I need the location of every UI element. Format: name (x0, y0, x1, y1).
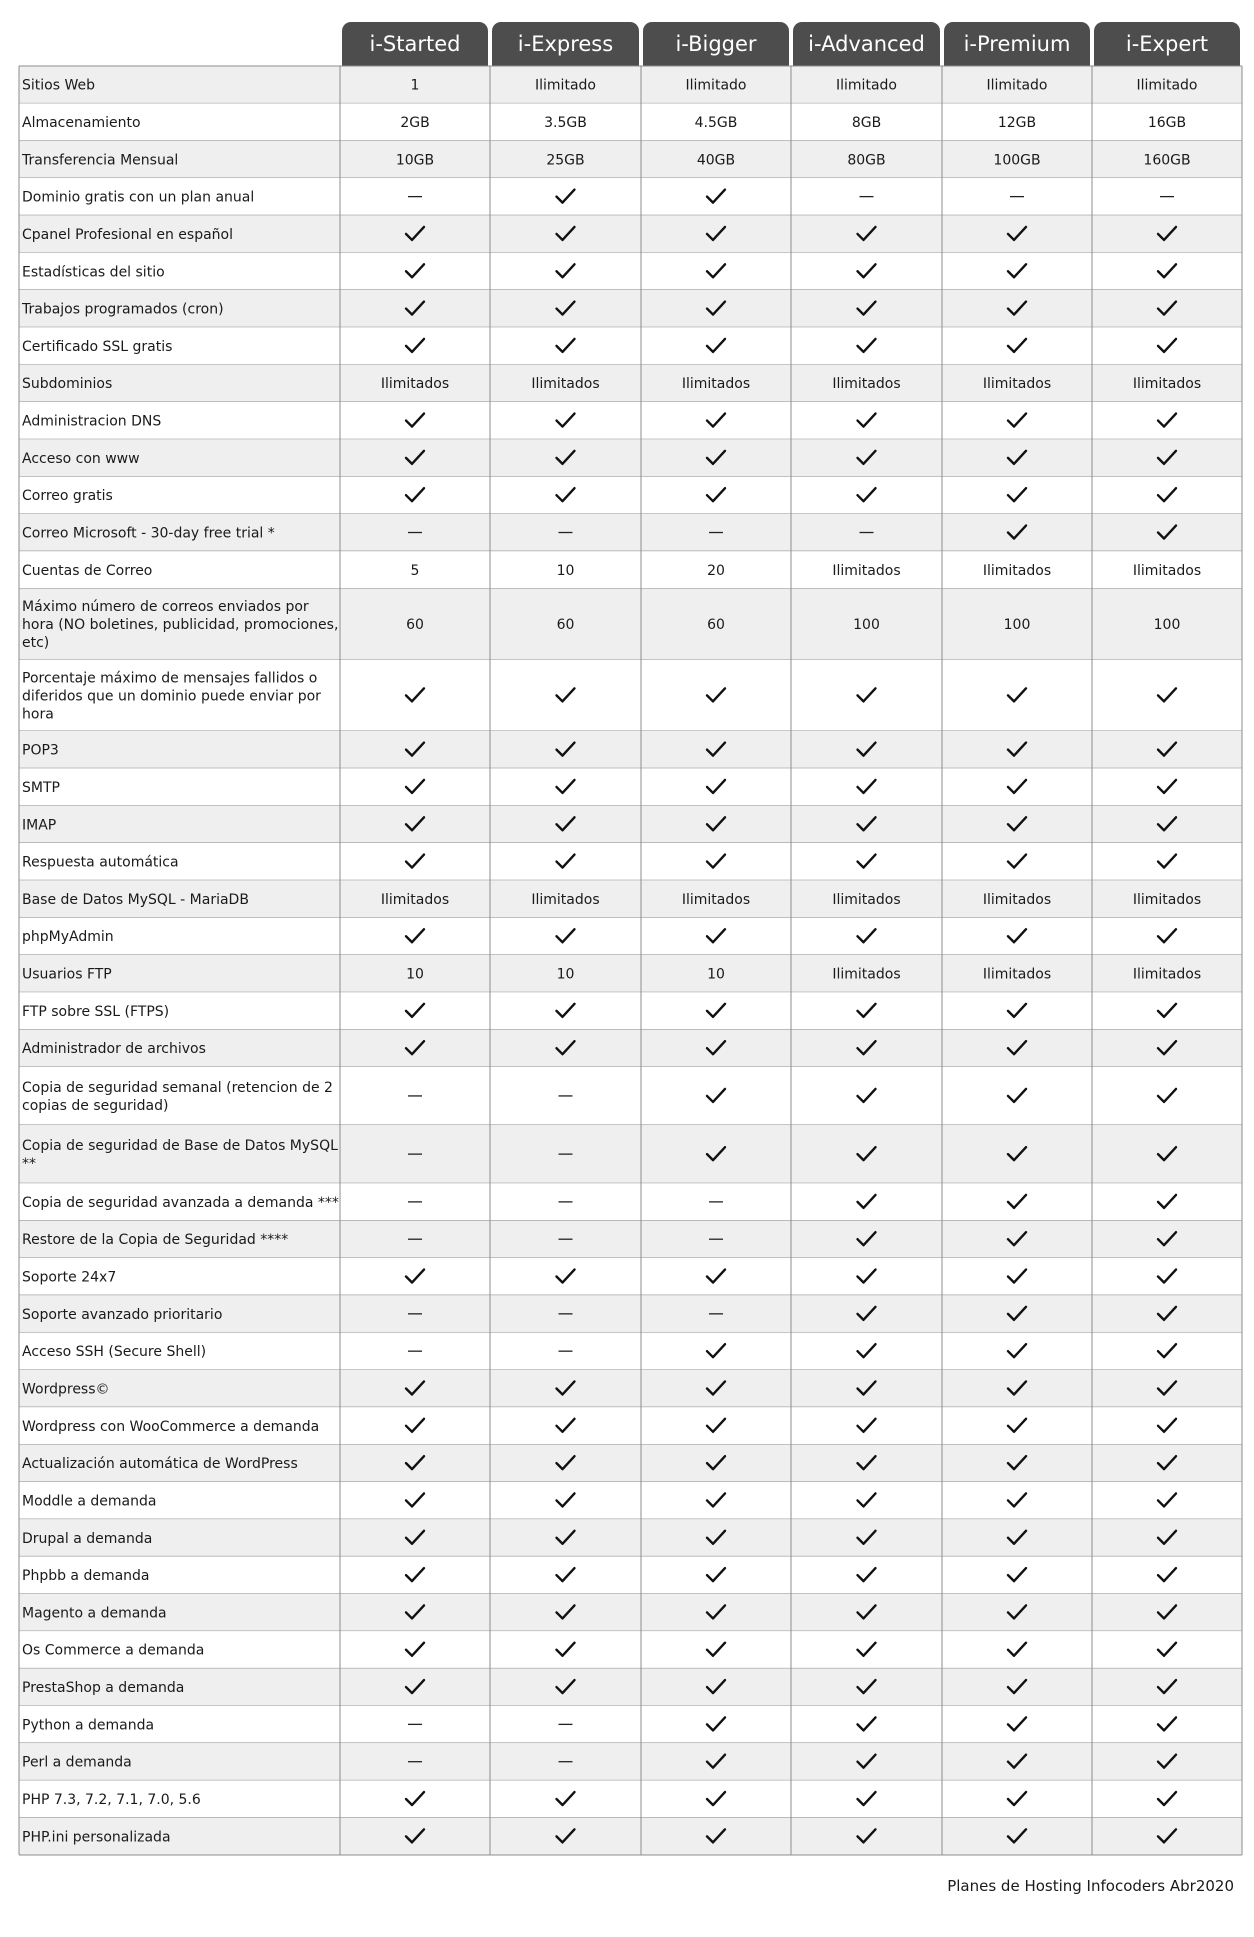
cell-value: 10 (556, 966, 575, 983)
plan-name: i-Premium (963, 32, 1071, 56)
cell-value: Ilimitado (1136, 77, 1198, 94)
row-background (19, 955, 1242, 992)
cell-value: 60 (406, 617, 424, 634)
feature-label: IMAP (22, 817, 57, 834)
cell-value: Ilimitados (531, 891, 600, 908)
table-row (19, 514, 1242, 551)
feature-label: Magento a demanda (22, 1605, 167, 1622)
row-background (19, 918, 1242, 955)
feature-label: Correo Microsoft - 30-day free trial * (22, 525, 275, 542)
feature-label: Administrador de archivos (22, 1041, 206, 1058)
row-background (19, 402, 1242, 439)
table-row (19, 660, 1242, 731)
feature-label: Subdominios (22, 376, 113, 393)
row-background (19, 1668, 1242, 1705)
cell-value: Ilimitados (681, 376, 751, 393)
feature-label: Base de Datos MySQL - MariaDB (22, 891, 249, 908)
table-row (19, 1125, 1242, 1183)
row-background (19, 103, 1242, 140)
row-background (19, 439, 1242, 476)
cell-value: 100GB (993, 152, 1041, 169)
feature-label: Certificado SSL gratis (22, 338, 173, 355)
cell-value: 20 (707, 562, 725, 579)
table-row (19, 1706, 1242, 1743)
feature-label: Phpbb a demanda (22, 1568, 150, 1585)
table-row (19, 588, 1242, 659)
feature-label: FTP sobre SSL (FTPS) (22, 1003, 170, 1020)
table-row (19, 1221, 1242, 1258)
table-row (19, 402, 1242, 439)
cell-value: 100 (1153, 617, 1181, 634)
table-row (19, 731, 1242, 768)
plan-headers (342, 22, 1240, 66)
table-row (19, 365, 1242, 402)
table-row (19, 327, 1242, 364)
feature-label: Copia de seguridad semanal (retencion de 2 copias de seguridad) (22, 1079, 333, 1114)
cell-value: Ilimitados (531, 376, 600, 393)
plan-header-i-premium (944, 22, 1090, 66)
cell-value: Ilimitados (1132, 966, 1202, 983)
cell-value: 12GB (997, 114, 1037, 131)
feature-label: Respuesta automática (22, 854, 179, 871)
table-row (19, 1258, 1242, 1295)
row-background (19, 477, 1242, 514)
row-background (19, 327, 1242, 364)
row-background (19, 1556, 1242, 1593)
cell-value: 40GB (696, 152, 736, 169)
cell-value: Ilimitados (1132, 562, 1202, 579)
table-row (19, 103, 1242, 140)
table-row (19, 477, 1242, 514)
table-row (19, 1594, 1242, 1631)
table-row (19, 880, 1242, 917)
feature-label: Restore de la Copia de Seguridad **** (22, 1232, 289, 1249)
table-row (19, 253, 1242, 290)
table-row (19, 1780, 1242, 1817)
cell-value: Ilimitados (380, 376, 450, 393)
cell-value: 5 (410, 562, 420, 579)
cell-value: Ilimitado (986, 77, 1048, 94)
cell-value: 1 (410, 77, 420, 94)
plan-header-i-advanced (793, 22, 940, 66)
cell-value: 25GB (546, 152, 585, 169)
feature-label: Correo gratis (22, 488, 113, 505)
cell-value: Ilimitados (982, 891, 1052, 908)
cell-value: 160GB (1143, 152, 1191, 169)
table-row (19, 1183, 1242, 1220)
cell-value: 60 (707, 617, 725, 634)
table-row (19, 1333, 1242, 1370)
feature-label: Drupal a demanda (22, 1530, 153, 1547)
feature-label: Cpanel Profesional en español (22, 226, 233, 243)
row-background (19, 1519, 1242, 1556)
row-background (19, 1482, 1242, 1519)
feature-label: POP3 (22, 742, 59, 759)
feature-label: phpMyAdmin (22, 929, 114, 946)
row-background (19, 806, 1242, 843)
feature-label: PHP 7.3, 7.2, 7.1, 7.0, 5.6 (22, 1792, 201, 1809)
table-row (19, 290, 1242, 327)
feature-label: Soporte avanzado prioritario (22, 1306, 223, 1323)
feature-label: Os Commerce a demanda (22, 1642, 205, 1659)
cell-value: 100 (853, 617, 880, 634)
feature-label: Soporte 24x7 (22, 1269, 117, 1286)
feature-label: Trabajos programados (cron) (22, 301, 224, 318)
table-row (19, 141, 1242, 178)
plan-header-i-expert (1094, 22, 1240, 66)
table-row (19, 806, 1242, 843)
table-row (19, 1519, 1242, 1556)
feature-label: SMTP (22, 779, 60, 796)
cell-value: Ilimitado (836, 77, 897, 94)
plan-name: i-Expert (1125, 32, 1209, 56)
cell-value: Ilimitados (982, 966, 1052, 983)
feature-label: Usuarios FTP (22, 966, 112, 983)
plan-header-i-express (492, 22, 639, 66)
table-row (19, 1444, 1242, 1481)
row-background (19, 731, 1242, 768)
feature-label: Python a demanda (22, 1717, 155, 1734)
table-row (19, 843, 1242, 880)
cell-value: 60 (556, 617, 575, 634)
table-row (19, 1067, 1242, 1125)
plan-name: i-Started (369, 32, 461, 56)
cell-value: 10 (707, 966, 725, 983)
cell-value: 2GB (400, 114, 430, 131)
cell-value: 100 (1003, 617, 1031, 634)
table-row (19, 918, 1242, 955)
cell-value: Ilimitados (832, 562, 901, 579)
plan-name: i-Advanced (808, 32, 925, 56)
table-row (19, 768, 1242, 805)
row-background (19, 1370, 1242, 1407)
feature-label: Actualización automática de WordPress (22, 1456, 298, 1473)
row-background (19, 253, 1242, 290)
cell-value: Ilimitados (832, 891, 901, 908)
row-background (19, 992, 1242, 1029)
cell-value: Ilimitados (1132, 891, 1202, 908)
feature-label: Administracion DNS (22, 413, 162, 430)
table-row (19, 1743, 1242, 1780)
cell-value: Ilimitados (1132, 376, 1202, 393)
feature-label: Cuentas de Correo (22, 562, 153, 579)
cell-value: 3.5GB (544, 114, 587, 131)
row-background (19, 141, 1242, 178)
table-body (19, 66, 1242, 1855)
cell-value: Ilimitado (535, 77, 596, 94)
feature-label: Acceso con www (22, 450, 140, 467)
feature-label: Wordpress© (22, 1381, 110, 1398)
plan-name: i-Express (517, 32, 614, 56)
feature-label: Perl a demanda (22, 1754, 132, 1771)
row-background (19, 1780, 1242, 1817)
table-row (19, 215, 1242, 252)
feature-label: Moddle a demanda (22, 1493, 157, 1510)
feature-label: Dominio gratis con un plan anual (22, 189, 255, 206)
plan-name: i-Bigger (675, 32, 757, 56)
footer-caption: Planes de Hosting Infocoders Abr2020 (947, 1877, 1234, 1895)
cell-value: 4.5GB (694, 114, 738, 131)
table-row (19, 178, 1242, 215)
row-background (19, 66, 1242, 103)
cell-value: 8GB (851, 114, 882, 131)
row-background (19, 1818, 1242, 1855)
table-row (19, 955, 1242, 992)
feature-label: Copia de seguridad de Base de Datos MySQL ** (22, 1138, 338, 1173)
feature-label: Sitios Web (22, 77, 95, 94)
feature-label: Acceso SSH (Secure Shell) (22, 1344, 207, 1361)
feature-label: PrestaShop a demanda (22, 1680, 185, 1697)
cell-value: 10 (556, 562, 575, 579)
table-row (19, 551, 1242, 588)
cell-value: Ilimitados (982, 376, 1052, 393)
table-row (19, 1482, 1242, 1519)
feature-label: Wordpress con WooCommerce a demanda (22, 1418, 320, 1435)
plan-header-i-started (342, 22, 488, 66)
table-row (19, 992, 1242, 1029)
table-row (19, 1407, 1242, 1444)
cell-value: 10 (406, 966, 424, 983)
row-background (19, 1706, 1242, 1743)
row-background (19, 1743, 1242, 1780)
row-background (19, 551, 1242, 588)
row-background (19, 768, 1242, 805)
feature-label: PHP.ini personalizada (22, 1829, 171, 1846)
table-row (19, 1295, 1242, 1332)
feature-label: Transferencia Mensual (22, 152, 179, 169)
cell-value: 10GB (395, 152, 435, 169)
feature-label: Máximo número de correos enviados por hora (NO boletines, publicidad, promociones, etc) (22, 599, 339, 652)
table-row (19, 1556, 1242, 1593)
row-background (19, 1258, 1242, 1295)
table-row (19, 1370, 1242, 1407)
cell-value: Ilimitado (685, 77, 747, 94)
row-background (19, 1594, 1242, 1631)
cell-value: Ilimitados (681, 891, 751, 908)
cell-value: 16GB (1147, 114, 1187, 131)
cell-value: 80GB (847, 152, 886, 169)
table-row (19, 1818, 1242, 1855)
table-row (19, 66, 1242, 103)
table-row (19, 1668, 1242, 1705)
table-row (19, 1030, 1242, 1067)
cell-value: Ilimitados (832, 966, 901, 983)
plan-header-i-bigger (643, 22, 789, 66)
feature-label: Estadísticas del sitio (22, 264, 165, 281)
cell-value: Ilimitados (982, 562, 1052, 579)
row-background (19, 843, 1242, 880)
feature-label: Porcentaje máximo de mensajes fallidos o diferidos que un dominio puede enviar por hora (22, 670, 321, 723)
feature-label: Almacenamiento (22, 114, 141, 131)
cell-value: Ilimitados (832, 376, 901, 393)
table-row (19, 1631, 1242, 1668)
table-row (19, 439, 1242, 476)
cell-value: Ilimitados (380, 891, 450, 908)
feature-label: Copia de seguridad avanzada a demanda *** (22, 1194, 339, 1211)
row-background (19, 365, 1242, 402)
